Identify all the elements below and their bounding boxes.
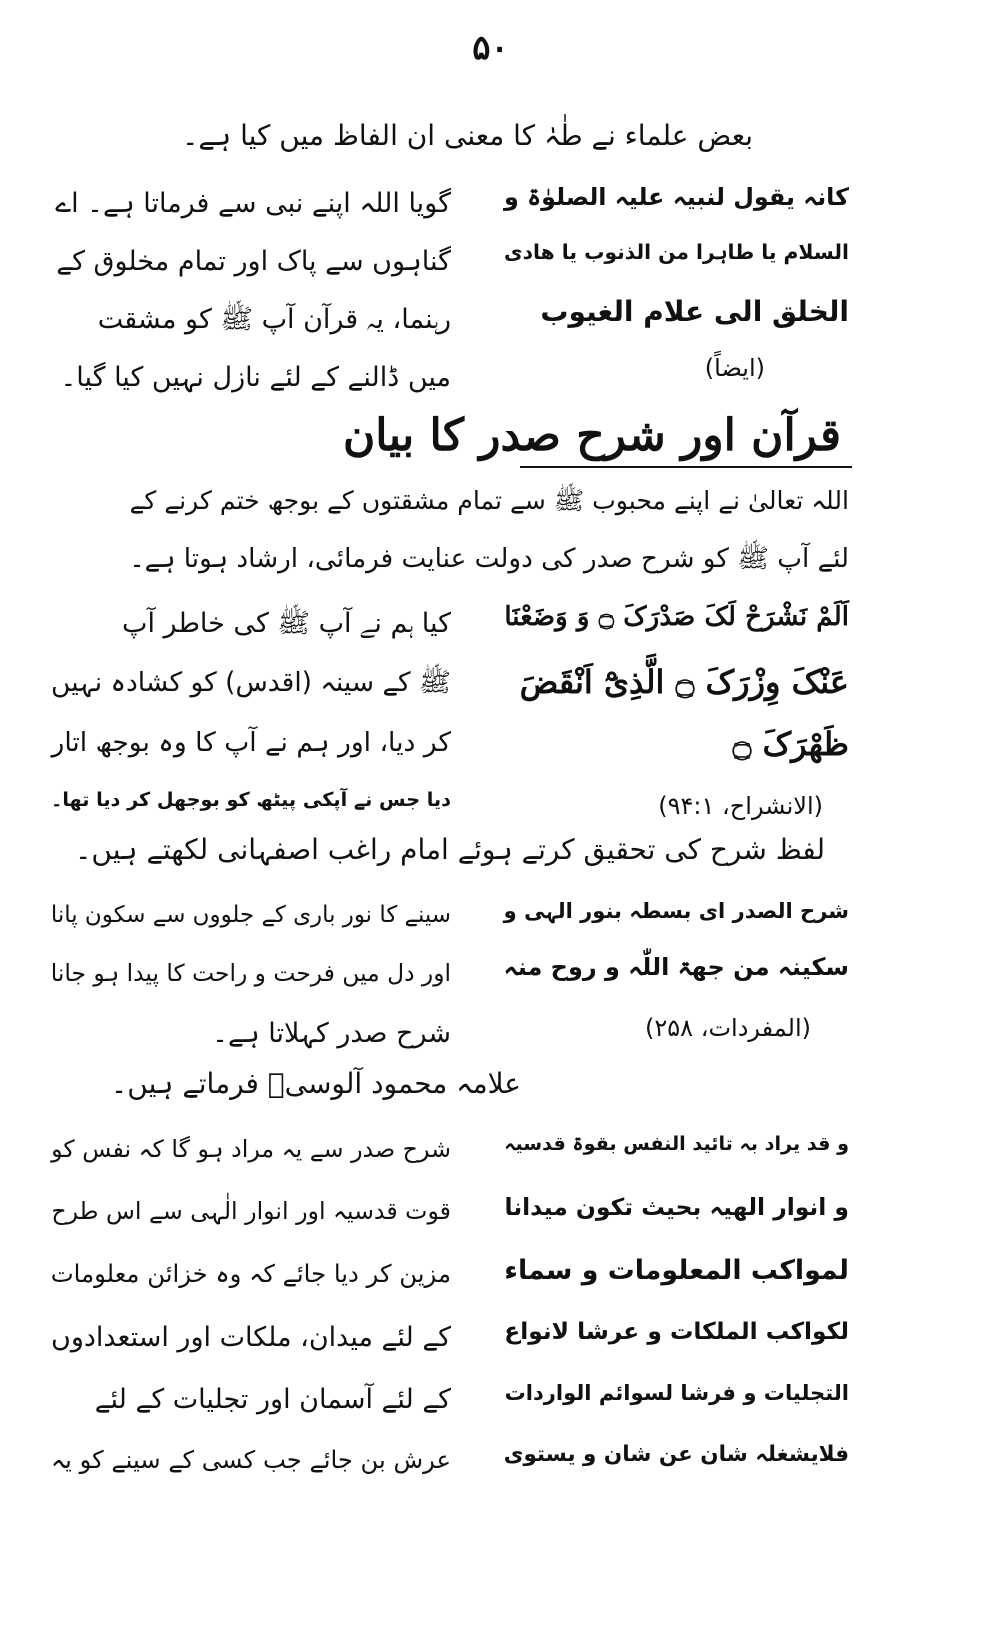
block2-urdu-line-2: ﷺ کے سینہ (اقدس) کو کشادہ نہیں (51, 667, 451, 698)
block1-arabic-line-1: کانہ یقول لنبیہ علیہ الصلوٰۃ و (504, 183, 849, 211)
page-number: ۵۰ (472, 28, 509, 68)
block3-urdu-line-2: اور دل میں فرحت و راحت کا پیدا ہو جانا (50, 959, 451, 987)
block3-arabic-line-2: سکینہ من جھۃ اللّٰہ و روح منہ (503, 953, 849, 981)
block2-arabic-line-3: ظَھْرَکَ ۝ (732, 725, 849, 763)
block2-arabic-line-1: اَلَمْ نَشْرَحْ لَکَ صَدْرَکَ ۝ وَ وَضَعْنَا (504, 601, 849, 632)
block1-arabic-line-2: السلام یا طاہرا من الذنوب یا ھادی (504, 240, 849, 264)
block2-urdu-line-4: دیا جس نے آپکی پیٹھ کو بوجھل کر دیا تھا۔ (51, 788, 451, 811)
block2-reference: (الانشراح، ۹۴:۱) (658, 792, 823, 820)
block4-arabic-line-3: لمواکب المعلومات و سماء (504, 1255, 849, 1286)
block4-arabic-line-1: و قد یراد بہ تائید النفس بقوۃ قدسیہ (504, 1132, 849, 1155)
para1-line-1: اللہ تعالیٰ نے اپنے محبوب ﷺ سے تمام مشقتوں کے بوجھ ختم کرنے کے (129, 486, 849, 515)
block3-arabic-line-1: شرح الصدر ای بسطہ بنور الہی و (503, 898, 849, 923)
block4-urdu-line-3: مزین کر دیا جائے کہ وہ خزائن معلومات (50, 1259, 451, 1288)
para1-line-2: لئے آپ ﷺ کو شرح صدر کی دولت عنایت فرمائی، ارشاد ہوتا ہے۔ (129, 544, 849, 574)
block1-urdu-line-1: گویا اللہ اپنے نبی سے فرماتا ہے۔ اے (55, 188, 451, 219)
block1-reference: (ایضاً) (704, 354, 765, 382)
block4-arabic-line-5: التجلیات و فرشا لسوائم الواردات (504, 1380, 849, 1405)
section-heading: قرآن اور شرح صدر کا بیان (342, 410, 841, 461)
block4-arabic-line-6: فلایشغلہ شان عن شان و یستوی (503, 1442, 849, 1467)
block1-arabic-line-3: الخلق الی علام الغیوب (540, 295, 849, 328)
block4-urdu-line-2: قوت قدسیہ اور انوار الٰہی سے اس طرح (51, 1197, 451, 1225)
block1-urdu-line-3: رہنما، یہ قرآن آپ ﷺ کو مشقت (97, 304, 451, 335)
block3-urdu-line-1: سینے کا نور باری کے جلووں سے سکون پانا (50, 902, 451, 928)
block4-urdu-line-6: عرش بن جائے جب کسی کے سینے کو یہ (50, 1445, 451, 1474)
block1-urdu-line-4: میں ڈالنے کے لئے نازل نہیں کیا گیا۔ (60, 362, 451, 393)
block3-urdu-line-3: شرح صدر کہلاتا ہے۔ (212, 1018, 451, 1049)
block1-urdu-line-2: گناہوں سے پاک اور تمام مخلوق کے (56, 246, 451, 277)
block2-urdu-line-3: کر دیا، اور ہم نے آپ کا وہ بوجھ اتار (51, 727, 451, 758)
para2-line: لفظ شرح کی تحقیق کرتے ہوئے امام راغب اصفہانی لکھتے ہیں۔ (74, 833, 825, 866)
heading-underline (520, 466, 852, 468)
block2-arabic-line-2: عَنْکَ وِزْرَکَ ۝ الَّذِیْٓ اَنْقَضَ (519, 663, 849, 701)
para3-line: علامہ محمود آلوسیؒ فرماتے ہیں۔ (110, 1067, 521, 1100)
block4-arabic-line-4: لکواکب الملکات و عرشا لانواع (504, 1317, 849, 1345)
block3-reference: (المفردات، ۲۵۸) (645, 1014, 811, 1042)
intro-line: بعض علماء نے طٰہٰ کا معنی ان الفاظ میں کیا ہے۔ (181, 119, 753, 152)
block2-urdu-line-1: کیا ہم نے آپ ﷺ کی خاطر آپ (122, 608, 451, 639)
block4-urdu-line-1: شرح صدر سے یہ مراد ہو گا کہ نفس کو (51, 1135, 451, 1163)
block4-urdu-line-5: کے لئے آسمان اور تجلیات کے لئے (94, 1384, 451, 1415)
block4-arabic-line-2: و انوار الھیہ بحیث تکون میدانا (504, 1193, 849, 1221)
block4-urdu-line-4: کے لئے میدان، ملکات اور استعدادوں (50, 1322, 451, 1353)
